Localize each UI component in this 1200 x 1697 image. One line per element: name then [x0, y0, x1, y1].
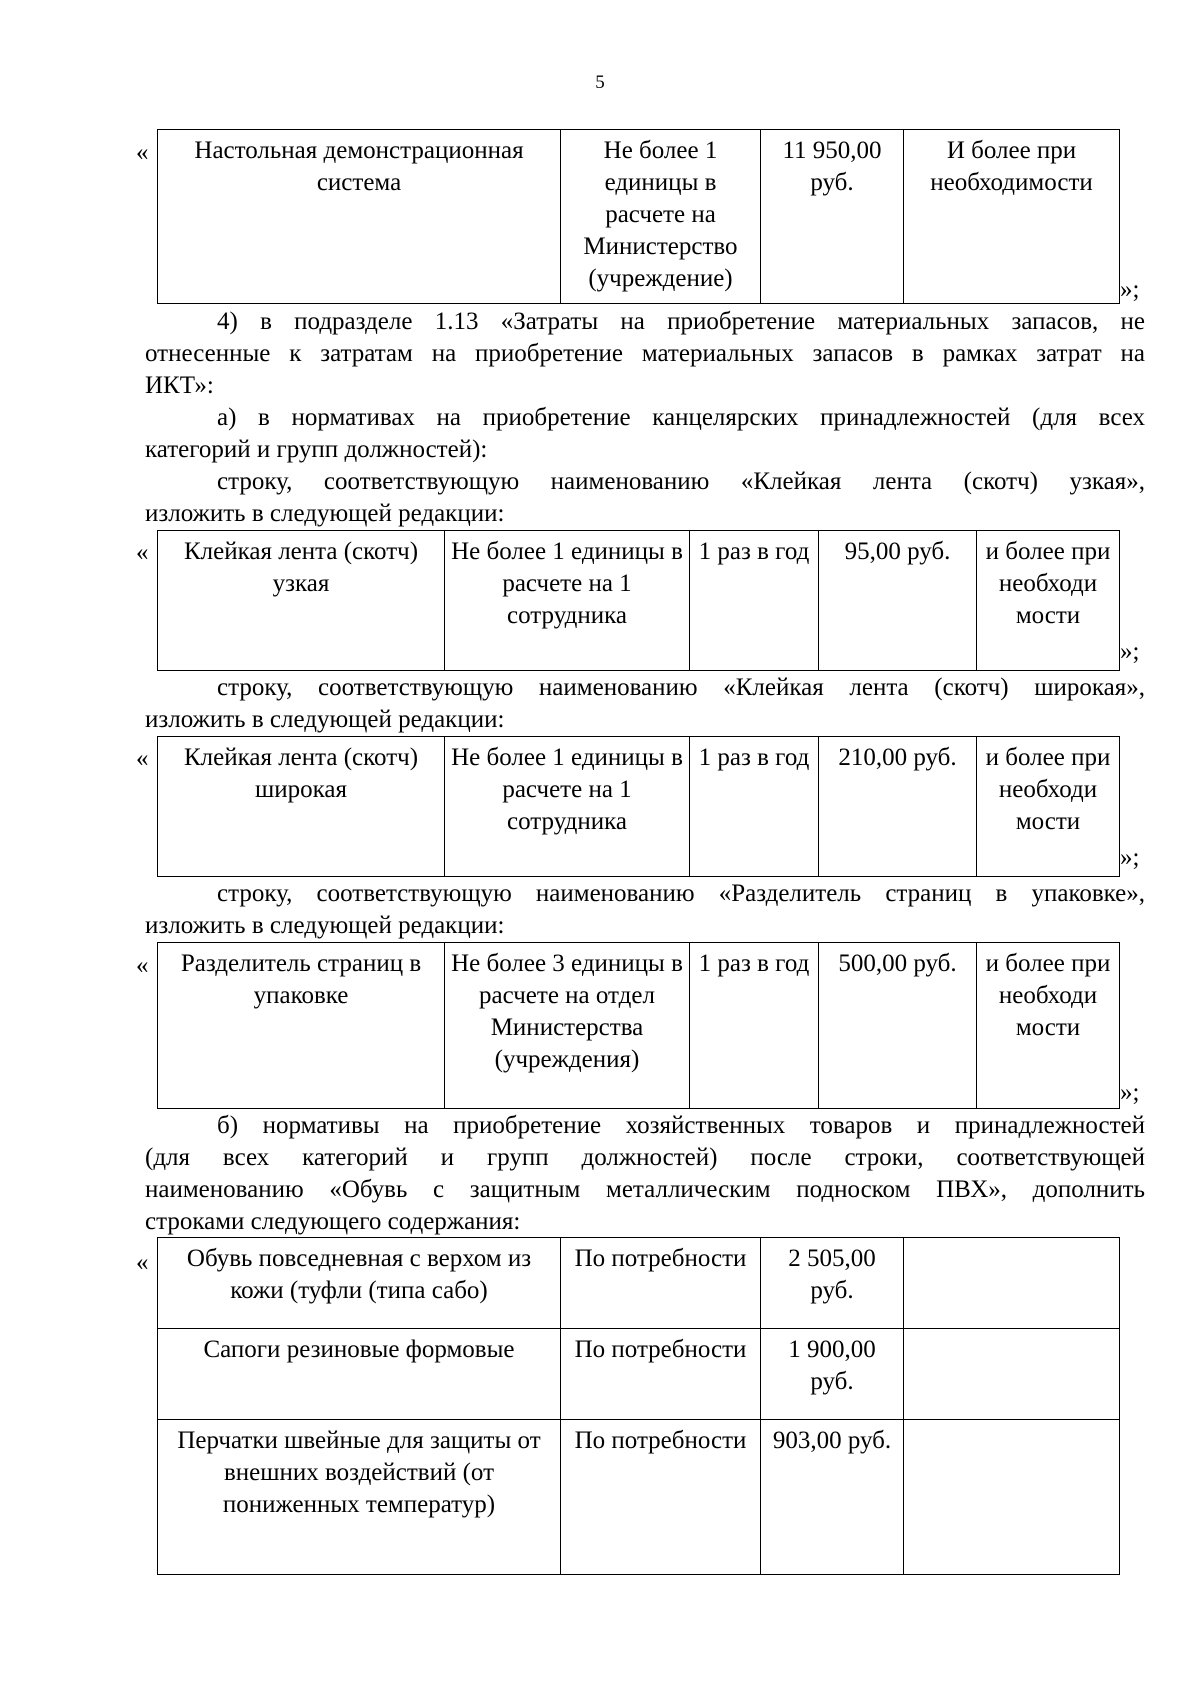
text-line: категорий и групп должностей):	[145, 436, 488, 463]
cell-note: и более при необходи мости	[977, 737, 1120, 877]
cell-item: Разделитель страниц в упаковке	[158, 943, 445, 1109]
cell-note: и более при необходи мости	[977, 943, 1120, 1109]
cell-price: 2 505,00 руб.	[761, 1238, 904, 1329]
cell-frequency: 1 раз в год	[690, 531, 819, 671]
text-line: б) нормативы на приобретение хозяйственных товаров и принадлежностей	[217, 1112, 1145, 1139]
table-row	[158, 1420, 1120, 1575]
table-row	[158, 1329, 1120, 1420]
page-number: 5	[595, 72, 605, 93]
text-line: (для всех категорий и групп должностей) после строки, соответствующей	[145, 1144, 1145, 1171]
cell-note: И более при необходимости	[904, 130, 1120, 304]
paragraph-tape-narrow	[145, 466, 1145, 530]
quote-close-2: »;	[1120, 638, 1140, 665]
table-demo-system	[157, 129, 1120, 304]
cell-item: Обувь повседневная с верхом из кожи (туфли (типа сабо)	[158, 1238, 561, 1329]
cell-price: 95,00 руб.	[819, 531, 977, 671]
cell-norm: По потребности	[561, 1329, 761, 1420]
table-row	[158, 1238, 1120, 1329]
cell-note	[904, 1420, 1120, 1575]
quote-open-5: «	[136, 1249, 149, 1276]
text-line: изложить в следующей редакции:	[145, 912, 505, 939]
text-line: а) в нормативах на приобретение канцелярских принадлежностей (для всех	[217, 404, 1145, 431]
quote-open-1: «	[136, 139, 149, 166]
cell-price: 903,00 руб.	[761, 1420, 904, 1575]
table-tape-narrow	[157, 530, 1120, 671]
cell-item: Настольная демонстрационная система	[158, 130, 561, 304]
table-tape-wide	[157, 736, 1120, 877]
cell-item: Сапоги резиновые формовые	[158, 1329, 561, 1420]
table-page-divider	[157, 942, 1120, 1109]
cell-item: Клейкая лента (скотч) узкая	[158, 531, 445, 671]
quote-close-3: »;	[1120, 844, 1140, 871]
table-row	[158, 130, 1120, 304]
table-row	[158, 943, 1120, 1109]
cell-price: 500,00 руб.	[819, 943, 977, 1109]
cell-norm: Не более 1 единицы в расчете на 1 сотрудника	[445, 737, 690, 877]
paragraph-tape-wide	[145, 672, 1145, 736]
text-line: ИКТ»:	[145, 372, 214, 399]
text-line: изложить в следующей редакции:	[145, 500, 505, 527]
text-line: отнесенные к затратам на приобретение материальных запасов в рамках затрат на	[145, 340, 1145, 367]
quote-open-2: «	[136, 539, 149, 566]
text-line: строками следующего содержания:	[145, 1208, 521, 1235]
paragraph-a	[145, 402, 1145, 466]
paragraph-4	[145, 306, 1145, 402]
cell-note	[904, 1238, 1120, 1329]
quote-open-4: «	[136, 952, 149, 979]
cell-norm: Не более 1 единицы в расчете на 1 сотрудника	[445, 531, 690, 671]
cell-price: 11 950,00 руб.	[761, 130, 904, 304]
cell-norm: По потребности	[561, 1238, 761, 1329]
text-line: наименованию «Обувь с защитным металлическим подноском ПВХ», дополнить	[145, 1176, 1145, 1203]
cell-price: 1 900,00 руб.	[761, 1329, 904, 1420]
cell-note	[904, 1329, 1120, 1420]
text-line: строку, соответствующую наименованию «Клейкая лента (скотч) узкая»,	[217, 468, 1145, 495]
cell-norm: Не более 1 единицы в расчете на Министерство (учреждение)	[561, 130, 761, 304]
table-row	[158, 531, 1120, 671]
text-line: 4) в подразделе 1.13 «Затраты на приобретение материальных запасов, не	[217, 308, 1145, 335]
text-line: строку, соответствующую наименованию «Разделитель страниц в упаковке»,	[217, 880, 1145, 907]
cell-norm: Не более 3 единицы в расчете на отдел Министерства (учреждения)	[445, 943, 690, 1109]
cell-note: и более при необходи мости	[977, 531, 1120, 671]
paragraph-b	[145, 1110, 1145, 1238]
quote-open-3: «	[136, 745, 149, 772]
cell-frequency: 1 раз в год	[690, 943, 819, 1109]
cell-item: Перчатки швейные для защиты от внешних воздействий (от пониженных температур)	[158, 1420, 561, 1575]
paragraph-divider	[145, 878, 1145, 942]
text-line: строку, соответствующую наименованию «Клейкая лента (скотч) широкая»,	[217, 674, 1145, 701]
text-line: изложить в следующей редакции:	[145, 706, 505, 733]
quote-close-1: »;	[1120, 276, 1140, 303]
cell-norm: По потребности	[561, 1420, 761, 1575]
cell-frequency: 1 раз в год	[690, 737, 819, 877]
table-row	[158, 737, 1120, 877]
table-household-items	[157, 1237, 1120, 1575]
quote-close-4: »;	[1120, 1079, 1140, 1106]
cell-price: 210,00 руб.	[819, 737, 977, 877]
cell-item: Клейкая лента (скотч) широкая	[158, 737, 445, 877]
